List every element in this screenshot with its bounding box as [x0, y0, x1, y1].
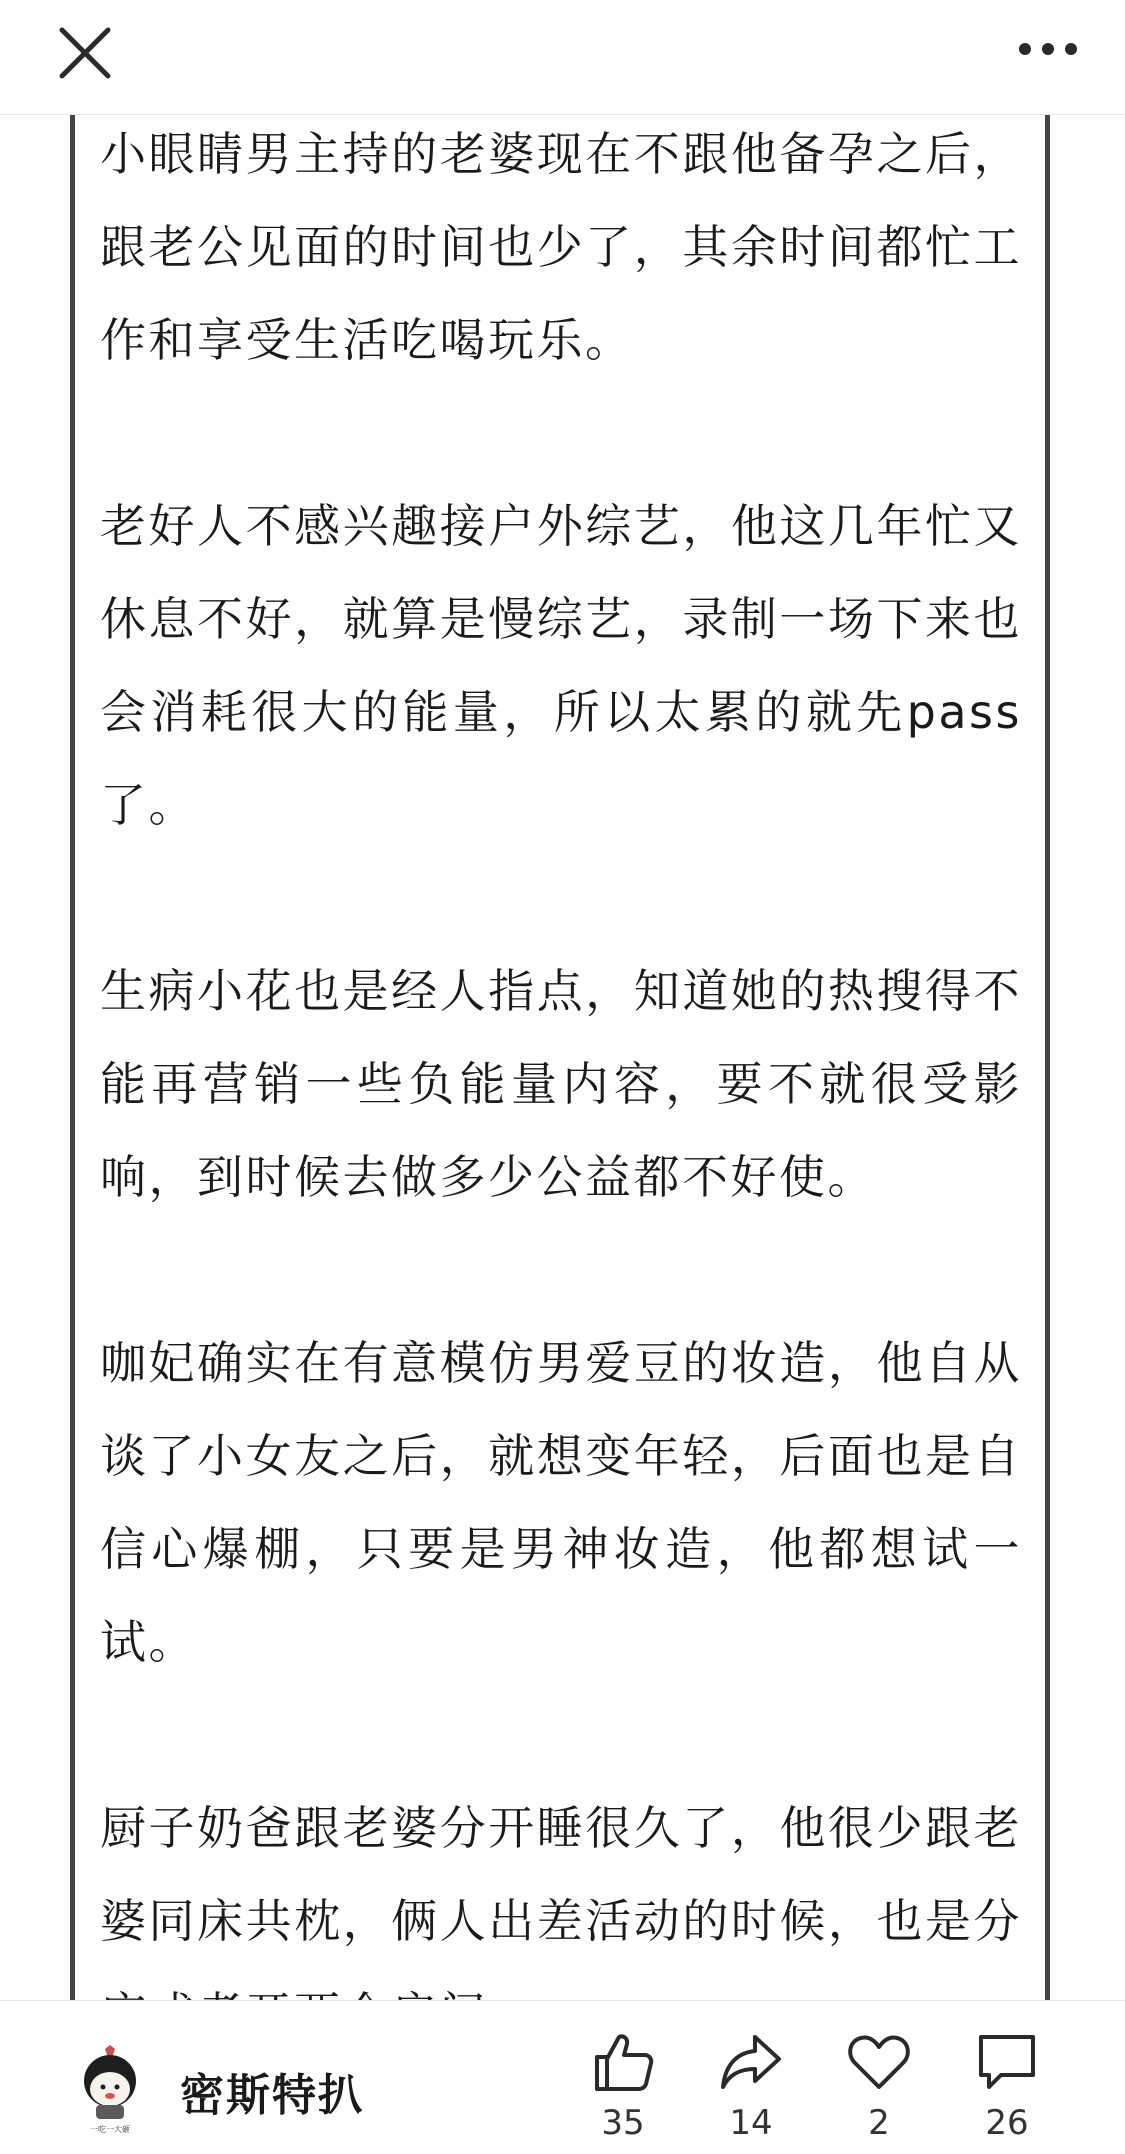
close-button[interactable] — [52, 20, 118, 86]
top-bar — [0, 0, 1125, 115]
heart-icon — [847, 2031, 911, 2093]
comment-count: 26 — [985, 2103, 1029, 2143]
paragraph: 厨子奶爸跟老婆分开睡很久了，他很少跟老婆同床共枕，俩人出差活动的时候，也是分 — [100, 1801, 1022, 1948]
share-button[interactable] — [706, 2031, 796, 2149]
author-name[interactable]: 密斯特扒 — [180, 2070, 364, 2121]
avatar[interactable] — [72, 2045, 148, 2135]
paragraph: 小眼睛男主持的老婆现在不跟他备孕之后，跟老公见面的时间也少了，其余时间都忙工作和享受生活吃喝玩乐。 — [100, 127, 1022, 367]
bottom-bar — [0, 2000, 1125, 2154]
comment-icon — [975, 2031, 1039, 2093]
more-options-button[interactable] — [1013, 24, 1083, 74]
close-icon — [52, 20, 118, 86]
share-icon — [719, 2031, 783, 2093]
paragraph: 咖妃确实在有意模仿男爱豆的妆造，他自从谈了小女友之后，就想变年轻，后面也是自信心爆棚，只要是男神妆造，他都想试一试。 — [100, 1336, 1022, 1669]
share-count: 14 — [729, 2103, 773, 2143]
article-content[interactable] — [0, 114, 1125, 2000]
thumbs-up-icon — [591, 2031, 655, 2093]
comment-button[interactable] — [962, 2031, 1052, 2149]
article-text — [100, 108, 1022, 2154]
favorite-count: 2 — [868, 2103, 890, 2143]
paragraph: 生病小花也是经人指点，知道她的热搜得不能再营销一些负能量内容，要不就很受影响，到时候去做多少公益都不好使。 — [100, 964, 1022, 1204]
avatar-caption: 一吃一大砸 — [90, 2125, 130, 2134]
favorite-button[interactable] — [834, 2031, 924, 2149]
like-count: 35 — [601, 2103, 645, 2143]
like-button[interactable] — [578, 2031, 668, 2149]
paragraph: 老好人不感兴趣接户外综艺，他这几年忙又休息不好，就算是慢综艺，录制一场下来也会消耗很大的能量，所以太累的就先pass了。 — [100, 499, 1022, 832]
more-horizontal-icon — [1013, 24, 1083, 74]
cartoon-avatar-icon — [72, 2045, 148, 2135]
